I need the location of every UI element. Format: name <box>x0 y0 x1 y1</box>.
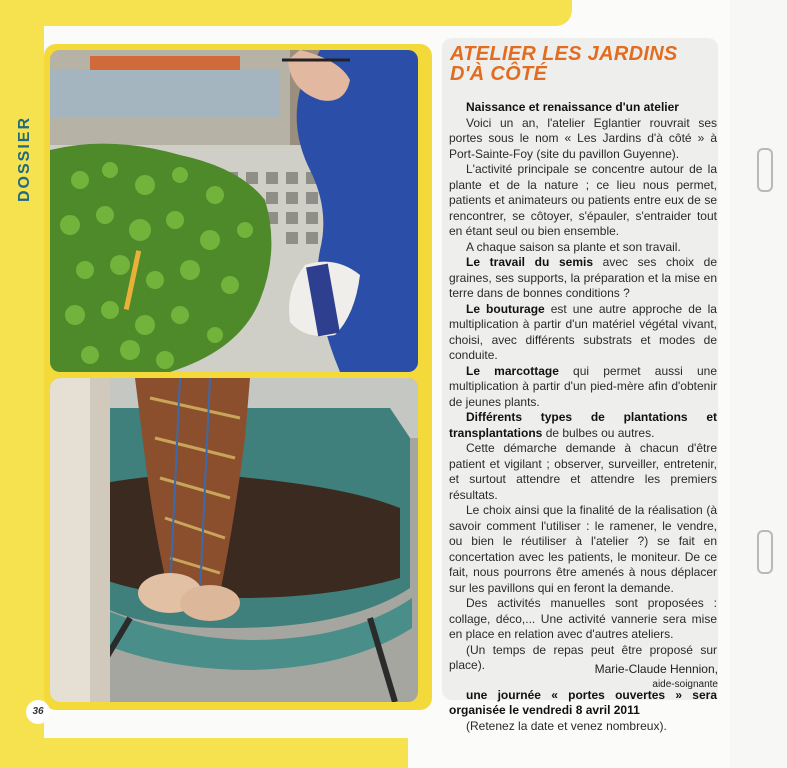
semis-label: Le travail du semis <box>466 255 594 269</box>
author-role: aide-soignante <box>652 679 718 690</box>
paragraph-marcottage <box>449 364 717 411</box>
bouturage-label: Le bouturage <box>466 301 545 316</box>
page-binding <box>730 0 787 768</box>
paragraph-season: A chaque saison sa plante et son travail. <box>466 239 681 254</box>
marcottage-label: Le marcottage <box>466 363 559 378</box>
paragraph-repas: (Un temps de repas peut être proposé sur place). <box>449 642 717 672</box>
paragraph-demarche: Cette démarche demande à chacun d'être patient et vigilant ; observer, surveiller, entretenir, et surtout attendre et attendre les premiers résultats. <box>449 441 717 502</box>
author-name: Marie-Claude Hennion, <box>594 662 718 676</box>
article-title <box>450 44 720 84</box>
signature <box>560 661 718 693</box>
bottom-color-band <box>0 738 408 768</box>
paragraph-plantations <box>449 410 717 441</box>
title-line-2: D'À CÔTÉ <box>450 63 548 85</box>
paragraph-retenez: (Retenez la date et venez nombreux). <box>466 718 667 733</box>
subheading: Naissance et renaissance d'un atelier <box>466 100 679 114</box>
article-body <box>449 100 717 734</box>
paragraph-semis <box>449 255 717 302</box>
top-color-band <box>0 0 572 26</box>
photo-wheelbarrow <box>50 378 418 702</box>
photo-seedlings <box>50 50 418 372</box>
wheelbarrow-illustration <box>50 378 418 702</box>
page-number: 36 <box>26 700 50 724</box>
plantations-text: de bulbes ou autres. <box>542 425 655 440</box>
paragraph-bouturage <box>449 302 717 364</box>
left-color-band <box>0 0 44 738</box>
plantations-label: Différents types de plantations et transplantations <box>449 410 717 440</box>
seedlings-illustration <box>50 50 418 372</box>
binding-ring-bottom <box>757 530 773 574</box>
paragraph-choix: Le choix ainsi que la finalité de la réalisation (à savoir comment l'utiliser : le ramener, le vendre, ou bien le réutiliser à l'atelier ?) se fait en concertation avec les patients, le moniteur. De ce fait, nous pourrons être amenés à nous déplacer sur les pavillons qui en feront la demande. <box>449 503 717 595</box>
paragraph-manuelles: Des activités manuelles sont proposées : collage, déco,... Une activité vannerie sera mise en place en relation avec d'autres ateliers. <box>449 596 717 641</box>
semis-text: avec ses choix de graines, ses supports, la préparation et la mise en terre dans de bonnes conditions ? <box>449 255 718 300</box>
bouturage-text: est une autre approche de la multiplication à partir d'un matériel végétal vivant, choisi, avec différents substrats et modes de conduite. <box>449 301 717 362</box>
section-label: DOSSIER <box>16 116 33 203</box>
binding-ring-top <box>757 148 773 192</box>
portes-ouvertes-text: une journée « portes ouvertes » sera organisée le vendredi 8 avril 2011 <box>449 687 717 717</box>
paragraph-intro: Voici un an, l'atelier Eglantier rouvrait ses portes sous le nom « Les Jardins d'à côté » à Port-Sainte-Foy (site du pavillon Guyenne). <box>449 115 717 161</box>
marcottage-text: qui permet aussi une multiplication à partir d'un pied-mère afin d'obtenir de jeunes plants. <box>449 363 717 409</box>
title-line-1: ATELIER LES JARDINS <box>450 43 678 65</box>
paragraph-activity: L'activité principale se concentre autour de la plante et de la nature ; ce lieu nous permet, patients et animateurs ou patients entre eux de se rencontrer, se côtoyer, s'épauler, s'entraider tout en étant seul ou bien ensemble. <box>449 162 717 238</box>
